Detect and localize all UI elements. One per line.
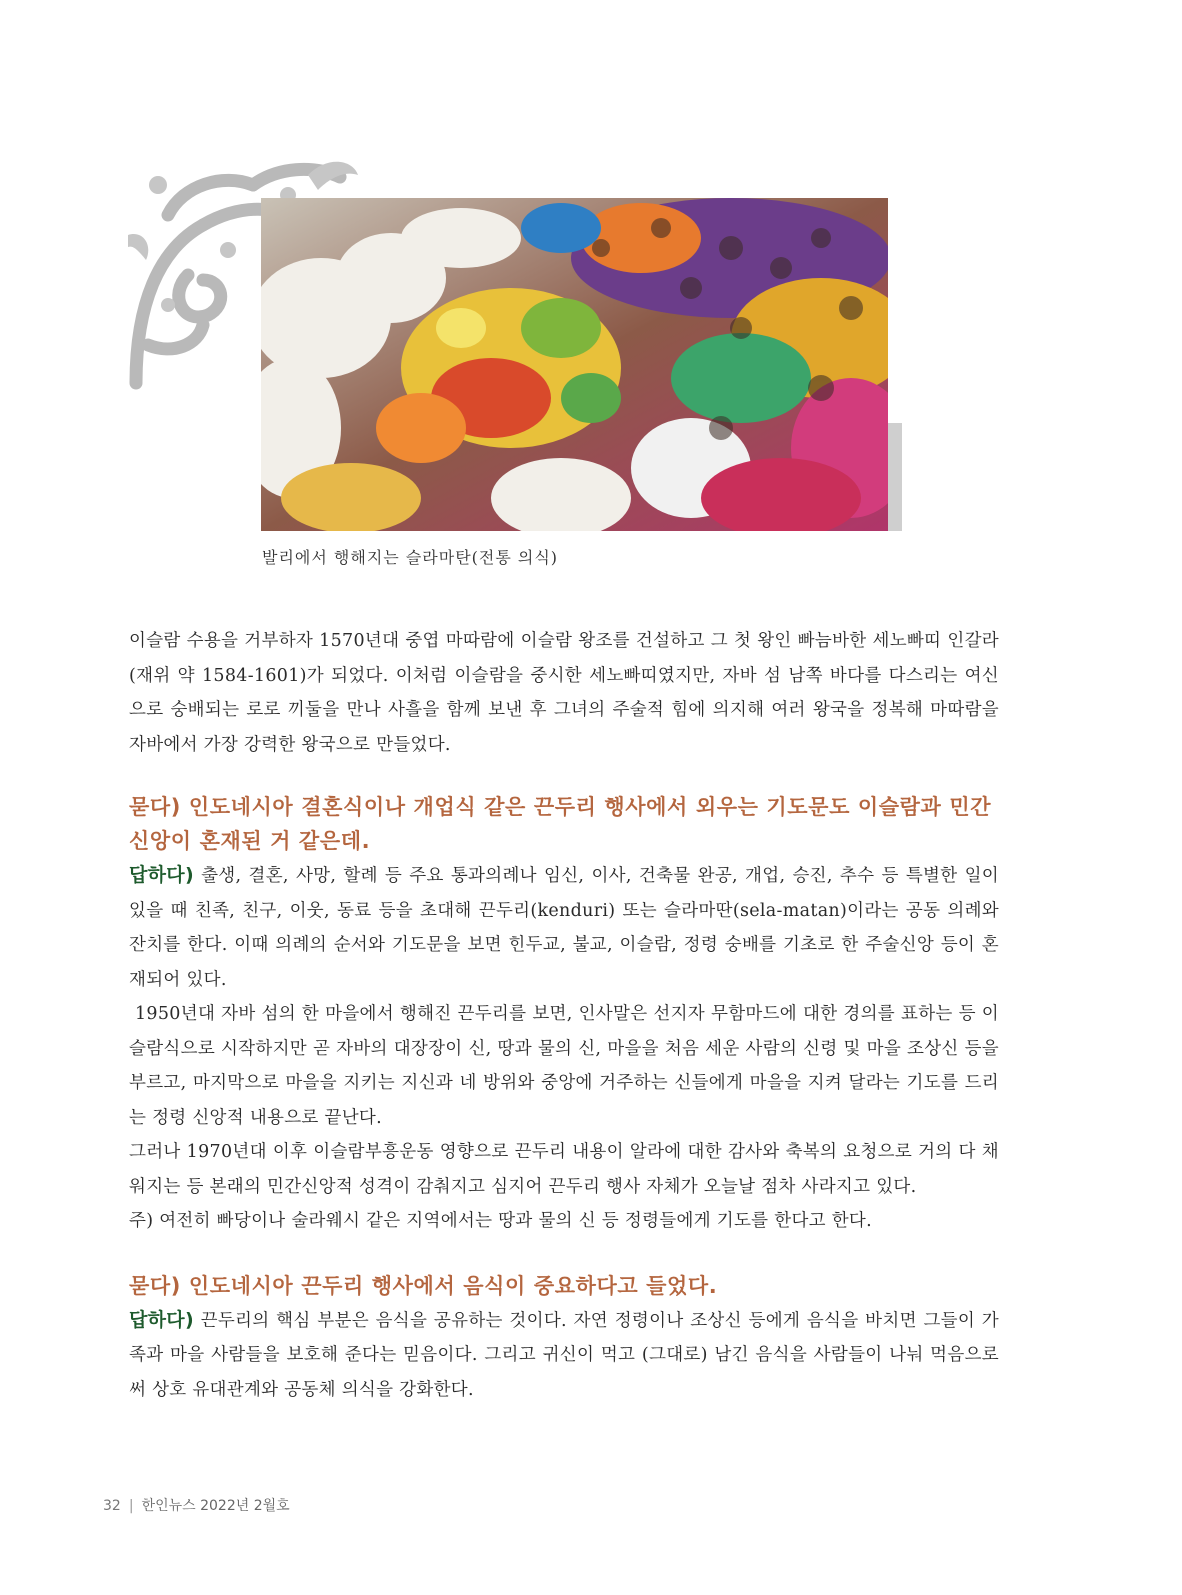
answer-1-paragraph-2: 1950년대 자바 섬의 한 마을에서 행해진 끈두리를 보면, 인사말은 선지자 무함마드에 대한 경의를 표하는 등 이슬람식으로 시작하지만 곧 자바의 대장장이 신, 땅과 물의 신, 마을을 처음 세운 사람의 신령 및 마을 조상신 등을 부르고, 마지막으로 마을을 지키는 지신과 네 방위와 중앙에 거주하는 신들에게 마을을 지켜 달라는 기도를 드리는 정령 신앙적 내용으로 끝난다. <box>129 1004 999 1128</box>
question-2: 묻다) 인도네시아 끈두리 행사에서 음식이 중요하다고 들었다. <box>129 1273 718 1298</box>
answer-1 <box>129 858 999 997</box>
answer-1-note: 주) 여전히 빠당이나 술라웨시 같은 지역에서는 땅과 물의 신 등 정령들에게 기도를 한다고 한다. <box>129 1211 872 1231</box>
intro-paragraph: 이슬람 수용을 거부하자 1570년대 중엽 마따람에 이슬람 왕조를 건설하고 그 첫 왕인 빠늠바한 세노빠띠 인갈라(재위 약 1584-1601)가 되었다. 이처럼 이슬람을 중시한 세노빠띠였지만, 자바 섬 남쪽 바다를 다스리는 여신으로 숭배되는 로로 끼둘을 만나 사흘을 함께 보낸 후 그녀의 주술적 힘에 의지해 여러 왕국을 정복해 마따람을 자바에서 가장 강력한 왕국으로 만들었다. <box>129 631 999 755</box>
publication-name: 한인뉴스 2022년 2월호 <box>141 1498 290 1514</box>
answer-label: 답하다) <box>129 1308 194 1331</box>
ceremony-photo <box>261 198 888 531</box>
answer-2 <box>129 1303 999 1408</box>
answer-1-text: 출생, 결혼, 사망, 할례 등 주요 통과의례나 임신, 이사, 건축물 완공, 개업, 승진, 추수 등 특별한 일이 있을 때 친족, 친구, 이웃, 동료 등을 초대해 끈두리(kenduri) 또는 슬라마딴(sela-matan)이라는 공동 의례와 잔치를 한다. 이때 의례의 순서와 기도문을 보면 힌두교, 불교, 이슬람, 정령 숭배를 기초로 한 주술신앙 등이 혼재되어 있다. <box>129 866 999 990</box>
question-1: 묻다) 인도네시아 결혼식이나 개업식 같은 끈두리 행사에서 외우는 기도문도 이슬람과 민간신앙이 혼재된 거 같은데. <box>129 795 992 853</box>
page-number: 32 <box>103 1498 121 1514</box>
answer-1-paragraph-3: 그러나 1970년대 이후 이슬람부흥운동 영향으로 끈두리 내용이 알라에 대한 감사와 축복의 요청으로 거의 다 채워지는 등 본래의 민간신앙적 성격이 감춰지고 심지어 끈두리 행사 자체가 오늘날 점차 사라지고 있다. <box>129 1142 999 1197</box>
decorative-bar <box>888 423 902 531</box>
footer-separator: | <box>128 1498 134 1514</box>
page-footer <box>103 1495 290 1515</box>
photo-caption: 발리에서 행해지는 슬라마탄(전통 의식) <box>262 548 559 567</box>
answer-2-text: 끈두리의 핵심 부분은 음식을 공유하는 것이다. 자연 정령이나 조상신 등에게 음식을 바치면 그들이 가족과 마을 사람들을 보호해 준다는 믿음이다. 그리고 귀신이 먹고 (그대로) 남긴 음식을 사람들이 나눠 먹음으로써 상호 유대관계와 공동체 의식을 강화한다. <box>129 1310 999 1400</box>
article-body <box>129 624 999 1407</box>
answer-label: 답하다) <box>129 864 194 886</box>
